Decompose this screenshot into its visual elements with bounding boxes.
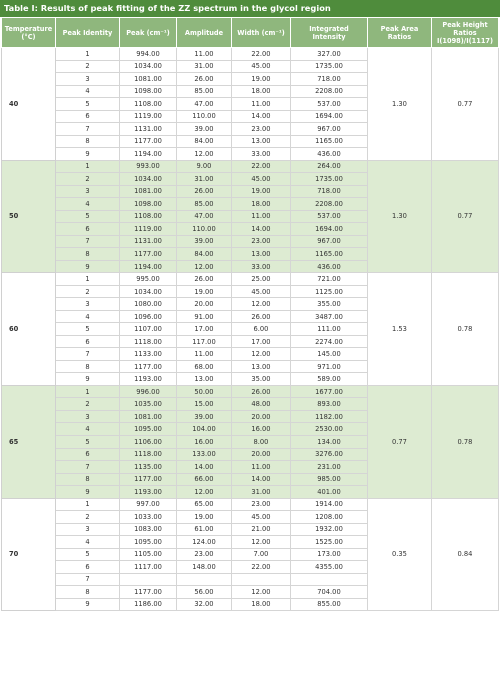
amplitude-cell: 11.00: [177, 348, 232, 361]
peak-cell: 993.00: [120, 160, 177, 173]
peak-cell: 1035.00: [120, 398, 177, 411]
amplitude-cell: 23.00: [177, 548, 232, 561]
peak-identity-cell: 4: [56, 423, 120, 436]
peak-cell: 1193.00: [120, 486, 177, 499]
width-cell: 19.00: [232, 73, 291, 86]
amplitude-cell: 91.00: [177, 310, 232, 323]
width-cell: 20.00: [232, 448, 291, 461]
width-cell: 45.00: [232, 173, 291, 186]
peak-identity-cell: 3: [56, 73, 120, 86]
integrated-intensity-cell: 436.00: [291, 260, 368, 273]
integrated-intensity-cell: 718.00: [291, 185, 368, 198]
peak-identity-cell: 2: [56, 285, 120, 298]
peak-cell: 1098.00: [120, 198, 177, 211]
width-cell: 11.00: [232, 98, 291, 111]
temperature-cell: 40: [2, 48, 56, 161]
integrated-intensity-cell: 1208.00: [291, 511, 368, 524]
integrated-intensity-cell: 537.00: [291, 98, 368, 111]
width-cell: 11.00: [232, 461, 291, 474]
integrated-intensity-cell: 985.00: [291, 473, 368, 486]
integrated-intensity-cell: 1694.00: [291, 110, 368, 123]
integrated-intensity-cell: 1914.00: [291, 498, 368, 511]
peak-cell: 1083.00: [120, 523, 177, 536]
integrated-intensity-cell: 2530.00: [291, 423, 368, 436]
peak-identity-cell: 4: [56, 310, 120, 323]
integrated-intensity-cell: 173.00: [291, 548, 368, 561]
peak-identity-cell: 8: [56, 248, 120, 261]
amplitude-cell: 19.00: [177, 285, 232, 298]
peak-cell: 1177.00: [120, 360, 177, 373]
peak-identity-cell: 7: [56, 573, 120, 586]
width-cell: 12.00: [232, 348, 291, 361]
amplitude-cell: 12.00: [177, 148, 232, 161]
peak-identity-cell: 8: [56, 586, 120, 599]
width-cell: [232, 573, 291, 586]
width-cell: 6.00: [232, 323, 291, 336]
integrated-intensity-cell: 721.00: [291, 273, 368, 286]
peak-cell: 1033.00: [120, 511, 177, 524]
peak-identity-cell: 2: [56, 398, 120, 411]
peak-identity-cell: 7: [56, 235, 120, 248]
peak-identity-cell: 9: [56, 486, 120, 499]
integrated-intensity-cell: 2274.00: [291, 335, 368, 348]
width-cell: 14.00: [232, 110, 291, 123]
amplitude-cell: 104.00: [177, 423, 232, 436]
column-header-peak-identity: Peak Identity: [56, 18, 120, 48]
peak-cell: 1194.00: [120, 260, 177, 273]
width-cell: 8.00: [232, 435, 291, 448]
integrated-intensity-cell: 401.00: [291, 486, 368, 499]
width-cell: 12.00: [232, 298, 291, 311]
amplitude-cell: 110.00: [177, 223, 232, 236]
integrated-intensity-cell: 1525.00: [291, 536, 368, 549]
peak-identity-cell: 7: [56, 461, 120, 474]
amplitude-cell: 12.00: [177, 260, 232, 273]
amplitude-cell: 47.00: [177, 210, 232, 223]
peak-identity-cell: 1: [56, 498, 120, 511]
peak-area-ratio-cell: 0.35: [368, 498, 432, 611]
peak-identity-cell: 3: [56, 298, 120, 311]
peak-identity-cell: 4: [56, 536, 120, 549]
amplitude-cell: 12.00: [177, 486, 232, 499]
peak-cell: 1095.00: [120, 423, 177, 436]
peak-cell: 1081.00: [120, 185, 177, 198]
peak-cell: 1133.00: [120, 348, 177, 361]
peak-cell: 1177.00: [120, 248, 177, 261]
peak-cell: 1135.00: [120, 461, 177, 474]
amplitude-cell: 9.00: [177, 160, 232, 173]
peak-identity-cell: 1: [56, 160, 120, 173]
peak-cell: 1108.00: [120, 210, 177, 223]
amplitude-cell: 47.00: [177, 98, 232, 111]
peak-identity-cell: 9: [56, 373, 120, 386]
peak-identity-cell: 9: [56, 148, 120, 161]
amplitude-cell: 148.00: [177, 561, 232, 574]
integrated-intensity-cell: 718.00: [291, 73, 368, 86]
width-cell: 16.00: [232, 423, 291, 436]
integrated-intensity-cell: 3276.00: [291, 448, 368, 461]
peak-cell: 1095.00: [120, 536, 177, 549]
peak-cell: 1131.00: [120, 235, 177, 248]
amplitude-cell: 110.00: [177, 110, 232, 123]
peak-cell: 1119.00: [120, 223, 177, 236]
peak-identity-cell: 3: [56, 523, 120, 536]
amplitude-cell: 26.00: [177, 185, 232, 198]
peak-height-ratio-cell: 0.77: [432, 48, 499, 161]
amplitude-cell: 61.00: [177, 523, 232, 536]
peak-identity-cell: 5: [56, 323, 120, 336]
peak-identity-cell: 3: [56, 185, 120, 198]
column-header-amplitude: Amplitude: [177, 18, 232, 48]
amplitude-cell: 68.00: [177, 360, 232, 373]
peak-cell: 1117.00: [120, 561, 177, 574]
temperature-cell: 50: [2, 160, 56, 273]
width-cell: 45.00: [232, 511, 291, 524]
table-title: Table I: Results of peak fitting of the ZZ spectrum in the glycol region: [0, 0, 500, 17]
amplitude-cell: 39.00: [177, 410, 232, 423]
peak-height-ratio-cell: 0.78: [432, 385, 499, 498]
peak-area-ratio-cell: 1.53: [368, 273, 432, 386]
width-cell: 22.00: [232, 561, 291, 574]
width-cell: 17.00: [232, 335, 291, 348]
table-row: [2, 385, 499, 398]
peak-cell: 1186.00: [120, 598, 177, 611]
table-body: [2, 48, 499, 611]
integrated-intensity-cell: 1165.00: [291, 248, 368, 261]
width-cell: 33.00: [232, 148, 291, 161]
peak-cell: 995.00: [120, 273, 177, 286]
integrated-intensity-cell: 145.00: [291, 348, 368, 361]
width-cell: 18.00: [232, 598, 291, 611]
width-cell: 20.00: [232, 410, 291, 423]
temperature-cell: 65: [2, 385, 56, 498]
width-cell: 11.00: [232, 210, 291, 223]
amplitude-cell: 66.00: [177, 473, 232, 486]
width-cell: 23.00: [232, 235, 291, 248]
temperature-cell: 70: [2, 498, 56, 611]
peak-cell: 1193.00: [120, 373, 177, 386]
amplitude-cell: 56.00: [177, 586, 232, 599]
width-cell: 31.00: [232, 486, 291, 499]
peak-identity-cell: 1: [56, 385, 120, 398]
integrated-intensity-cell: 355.00: [291, 298, 368, 311]
peak-cell: 1098.00: [120, 85, 177, 98]
peak-identity-cell: 4: [56, 85, 120, 98]
peak-cell: 1177.00: [120, 473, 177, 486]
integrated-intensity-cell: 589.00: [291, 373, 368, 386]
peak-identity-cell: 9: [56, 598, 120, 611]
peak-identity-cell: 9: [56, 260, 120, 273]
peak-identity-cell: 2: [56, 173, 120, 186]
peak-cell: 1081.00: [120, 73, 177, 86]
table-row: [2, 48, 499, 61]
integrated-intensity-cell: 1694.00: [291, 223, 368, 236]
integrated-intensity-cell: 1165.00: [291, 135, 368, 148]
column-header-peak-height-ratios: Peak Height Ratios I(1098)/I(1117): [432, 18, 499, 48]
peak-identity-cell: 1: [56, 48, 120, 61]
peak-cell: 1177.00: [120, 586, 177, 599]
width-cell: 45.00: [232, 285, 291, 298]
column-header-peak: Peak (cm⁻¹): [120, 18, 177, 48]
peak-identity-cell: 7: [56, 348, 120, 361]
integrated-intensity-cell: 1735.00: [291, 60, 368, 73]
column-header-width: Width (cm⁻¹): [232, 18, 291, 48]
width-cell: 23.00: [232, 123, 291, 136]
integrated-intensity-cell: 436.00: [291, 148, 368, 161]
amplitude-cell: 85.00: [177, 198, 232, 211]
width-cell: 26.00: [232, 310, 291, 323]
width-cell: 18.00: [232, 198, 291, 211]
peak-cell: 1106.00: [120, 435, 177, 448]
table-row: [2, 498, 499, 511]
amplitude-cell: 84.00: [177, 135, 232, 148]
amplitude-cell: 14.00: [177, 461, 232, 474]
width-cell: 18.00: [232, 85, 291, 98]
amplitude-cell: 31.00: [177, 60, 232, 73]
integrated-intensity-cell: 1932.00: [291, 523, 368, 536]
integrated-intensity-cell: 264.00: [291, 160, 368, 173]
amplitude-cell: 85.00: [177, 85, 232, 98]
integrated-intensity-cell: 1677.00: [291, 385, 368, 398]
integrated-intensity-cell: [291, 573, 368, 586]
width-cell: 25.00: [232, 273, 291, 286]
width-cell: 13.00: [232, 360, 291, 373]
peak-cell: 1118.00: [120, 448, 177, 461]
peak-identity-cell: 5: [56, 548, 120, 561]
width-cell: 23.00: [232, 498, 291, 511]
integrated-intensity-cell: 134.00: [291, 435, 368, 448]
peak-identity-cell: 8: [56, 360, 120, 373]
amplitude-cell: 124.00: [177, 536, 232, 549]
peak-cell: 1080.00: [120, 298, 177, 311]
width-cell: 12.00: [232, 586, 291, 599]
amplitude-cell: 20.00: [177, 298, 232, 311]
integrated-intensity-cell: 1735.00: [291, 173, 368, 186]
peak-cell: 1131.00: [120, 123, 177, 136]
amplitude-cell: 65.00: [177, 498, 232, 511]
integrated-intensity-cell: 971.00: [291, 360, 368, 373]
amplitude-cell: 117.00: [177, 335, 232, 348]
integrated-intensity-cell: 704.00: [291, 586, 368, 599]
peak-identity-cell: 2: [56, 511, 120, 524]
amplitude-cell: 50.00: [177, 385, 232, 398]
width-cell: 22.00: [232, 160, 291, 173]
peak-cell: 1034.00: [120, 60, 177, 73]
integrated-intensity-cell: 327.00: [291, 48, 368, 61]
integrated-intensity-cell: 1182.00: [291, 410, 368, 423]
amplitude-cell: 13.00: [177, 373, 232, 386]
peak-cell: 1034.00: [120, 285, 177, 298]
header-row: [2, 18, 499, 48]
peak-cell: 1108.00: [120, 98, 177, 111]
amplitude-cell: [177, 573, 232, 586]
amplitude-cell: 39.00: [177, 235, 232, 248]
amplitude-cell: 84.00: [177, 248, 232, 261]
table-row: [2, 273, 499, 286]
peak-cell: 994.00: [120, 48, 177, 61]
amplitude-cell: 15.00: [177, 398, 232, 411]
amplitude-cell: 31.00: [177, 173, 232, 186]
integrated-intensity-cell: 537.00: [291, 210, 368, 223]
amplitude-cell: 32.00: [177, 598, 232, 611]
peak-identity-cell: 7: [56, 123, 120, 136]
width-cell: 48.00: [232, 398, 291, 411]
width-cell: 12.00: [232, 536, 291, 549]
peak-identity-cell: 8: [56, 473, 120, 486]
width-cell: 7.00: [232, 548, 291, 561]
peak-identity-cell: 3: [56, 410, 120, 423]
width-cell: 33.00: [232, 260, 291, 273]
width-cell: 45.00: [232, 60, 291, 73]
amplitude-cell: 17.00: [177, 323, 232, 336]
peak-area-ratio-cell: 1.30: [368, 160, 432, 273]
peak-height-ratio-cell: 0.77: [432, 160, 499, 273]
column-header-integrated-intensity: Integrated Intensity: [291, 18, 368, 48]
table-row: [2, 160, 499, 173]
column-header-peak-area-ratios: Peak Area Ratios: [368, 18, 432, 48]
width-cell: 26.00: [232, 385, 291, 398]
peak-cell: 1119.00: [120, 110, 177, 123]
integrated-intensity-cell: 3487.00: [291, 310, 368, 323]
peak-identity-cell: 6: [56, 110, 120, 123]
integrated-intensity-cell: 967.00: [291, 123, 368, 136]
peak-cell: 1034.00: [120, 173, 177, 186]
peak-area-ratio-cell: 0.77: [368, 385, 432, 498]
integrated-intensity-cell: 2208.00: [291, 198, 368, 211]
peak-identity-cell: 2: [56, 60, 120, 73]
peak-cell: 1107.00: [120, 323, 177, 336]
peak-cell: 996.00: [120, 385, 177, 398]
peak-height-ratio-cell: 0.84: [432, 498, 499, 611]
peak-height-ratio-cell: 0.78: [432, 273, 499, 386]
peak-cell: 1194.00: [120, 148, 177, 161]
integrated-intensity-cell: 111.00: [291, 323, 368, 336]
peak-cell: 1081.00: [120, 410, 177, 423]
peak-cell: 1177.00: [120, 135, 177, 148]
amplitude-cell: 26.00: [177, 73, 232, 86]
peak-area-ratio-cell: 1.30: [368, 48, 432, 161]
peak-identity-cell: 6: [56, 223, 120, 236]
peak-identity-cell: 6: [56, 335, 120, 348]
width-cell: 13.00: [232, 135, 291, 148]
width-cell: 35.00: [232, 373, 291, 386]
integrated-intensity-cell: 4355.00: [291, 561, 368, 574]
peak-identity-cell: 6: [56, 448, 120, 461]
amplitude-cell: 133.00: [177, 448, 232, 461]
integrated-intensity-cell: 1125.00: [291, 285, 368, 298]
peak-cell: 1105.00: [120, 548, 177, 561]
integrated-intensity-cell: 855.00: [291, 598, 368, 611]
peak-identity-cell: 8: [56, 135, 120, 148]
amplitude-cell: 16.00: [177, 435, 232, 448]
width-cell: 13.00: [232, 248, 291, 261]
width-cell: 22.00: [232, 48, 291, 61]
column-header-temperature: Temperature (°C): [2, 18, 56, 48]
peak-cell: 1096.00: [120, 310, 177, 323]
peak-identity-cell: 5: [56, 210, 120, 223]
amplitude-cell: 19.00: [177, 511, 232, 524]
peak-cell: 997.00: [120, 498, 177, 511]
width-cell: 14.00: [232, 473, 291, 486]
peak-identity-cell: 4: [56, 198, 120, 211]
width-cell: 14.00: [232, 223, 291, 236]
amplitude-cell: 26.00: [177, 273, 232, 286]
width-cell: 21.00: [232, 523, 291, 536]
temperature-cell: 60: [2, 273, 56, 386]
width-cell: 19.00: [232, 185, 291, 198]
peak-cell: [120, 573, 177, 586]
amplitude-cell: 11.00: [177, 48, 232, 61]
peak-identity-cell: 1: [56, 273, 120, 286]
integrated-intensity-cell: 2208.00: [291, 85, 368, 98]
amplitude-cell: 39.00: [177, 123, 232, 136]
integrated-intensity-cell: 231.00: [291, 461, 368, 474]
peak-identity-cell: 5: [56, 435, 120, 448]
integrated-intensity-cell: 967.00: [291, 235, 368, 248]
peak-identity-cell: 5: [56, 98, 120, 111]
peak-identity-cell: 6: [56, 561, 120, 574]
integrated-intensity-cell: 893.00: [291, 398, 368, 411]
peak-fitting-table: [1, 17, 499, 611]
peak-cell: 1118.00: [120, 335, 177, 348]
